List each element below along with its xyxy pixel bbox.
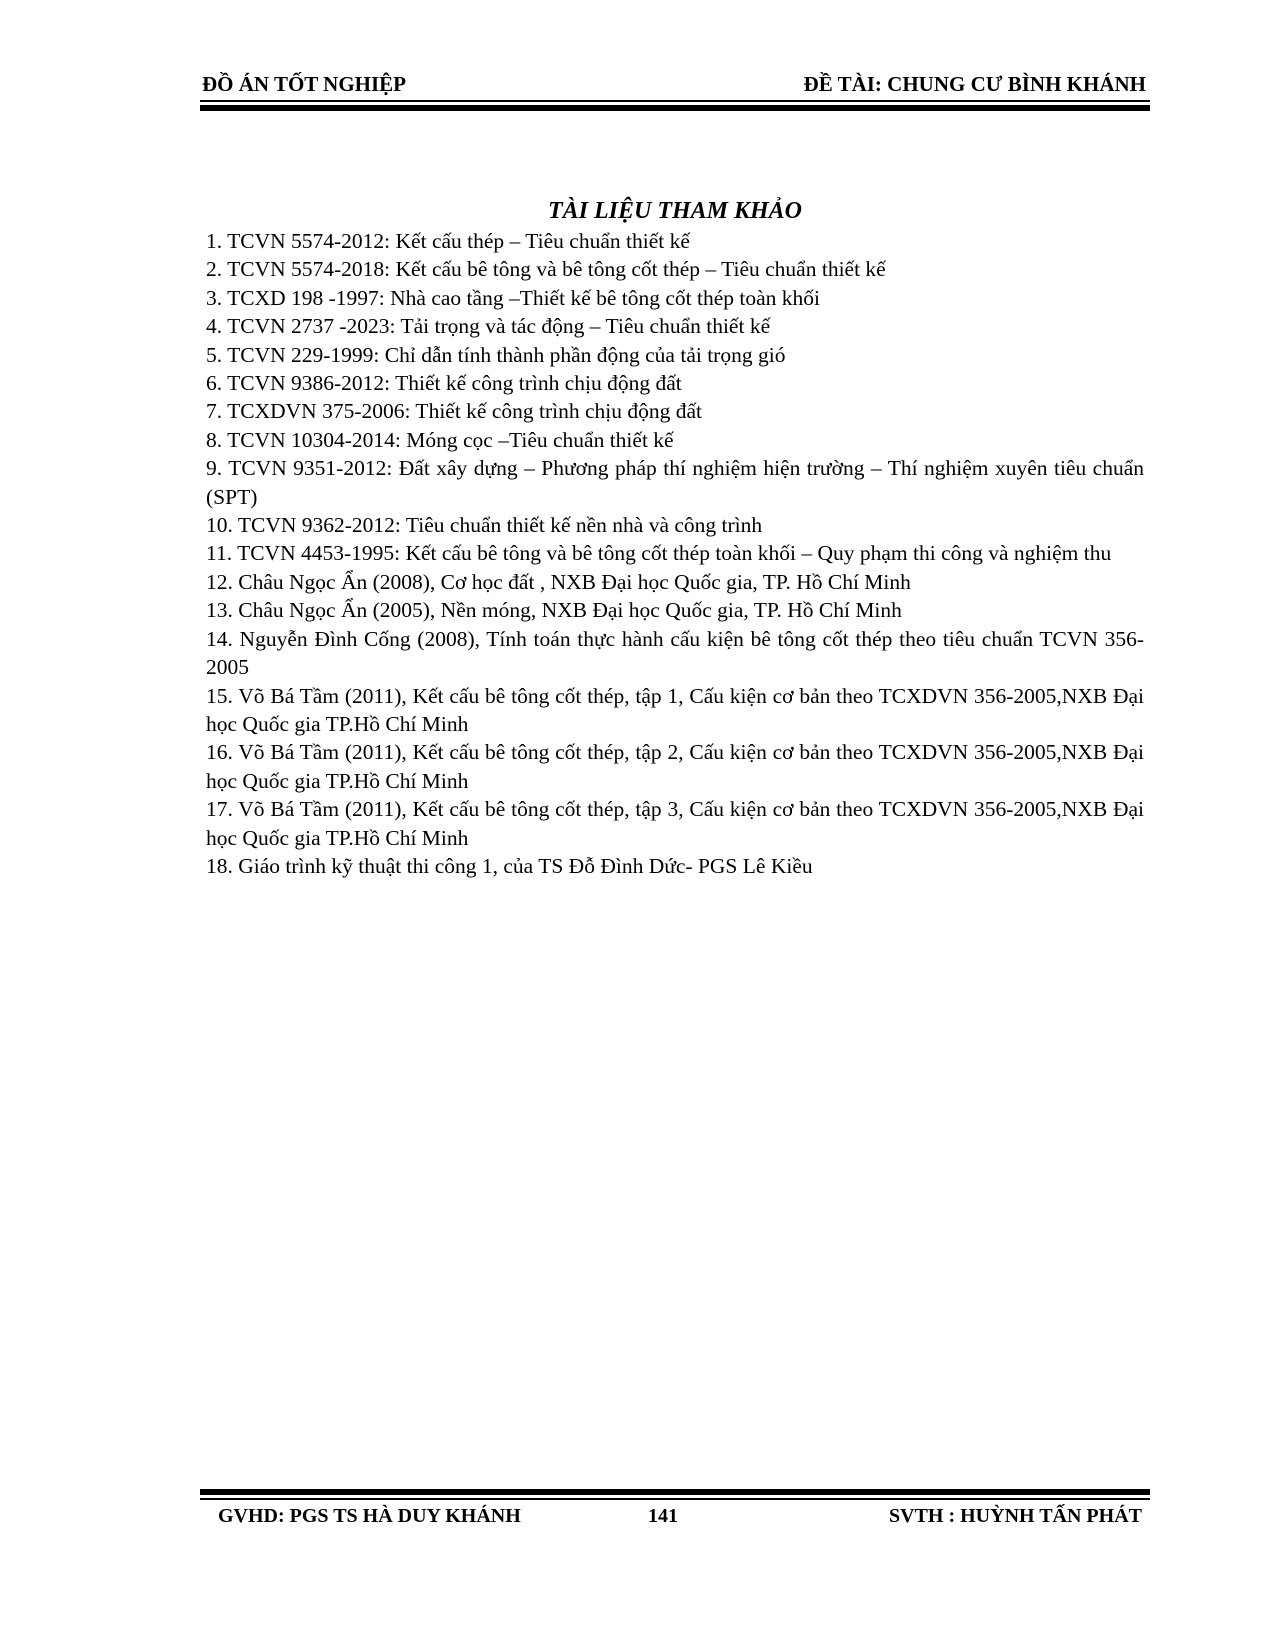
reference-item: 13. Châu Ngọc Ẩn (2005), Nền móng, NXB Đại học Quốc gia, TP. Hồ Chí Minh [206, 598, 902, 623]
reference-item: 1. TCVN 5574-2012: Kết cấu thép – Tiêu chuẩn thiết kế [206, 229, 690, 253]
reference-item: 17. Võ Bá Tầm (2011), Kết cấu bê tông cốt thép, tập 3, Cấu kiện cơ bản theo TCXDVN 356-2005,NXB Đại học Quốc gia TP.Hồ Chí Minh [206, 797, 1144, 850]
reference-item: 8. TCVN 10304-2014: Móng cọc –Tiêu chuẩn thiết kế [206, 427, 674, 452]
reference-item: 3. TCXD 198 -1997: Nhà cao tầng –Thiết kế bê tông cốt thép toàn khối [206, 285, 821, 310]
references-list [206, 227, 1144, 880]
header-rule-thick [200, 105, 1150, 111]
reference-item: 14. Nguyễn Đình Cống (2008), Tính toán thực hành cấu kiện bê tông cốt thép theo tiêu chuẩn TCVN 356-2005 [206, 626, 1144, 680]
footer-student: SVTH : HUỲNH TẤN PHÁT [889, 1505, 1142, 1527]
reference-item: 7. TCXDVN 375-2006: Thiết kế công trình chịu động đất [206, 399, 703, 424]
reference-item: 6. TCVN 9386-2012: Thiết kế công trình chịu động đất [206, 371, 682, 396]
reference-item: 2. TCVN 5574-2018: Kết cấu bê tông và bê tông cốt thép – Tiêu chuẩn thiết kế [206, 257, 886, 282]
reference-item: 9. TCVN 9351-2012: Đất xây dựng – Phương pháp thí nghiệm hiện trường – Thí nghiệm xuyên tiêu chuẩn (SPT) [206, 456, 1144, 509]
reference-item: 11. TCVN 4453-1995: Kết cấu bê tông và bê tông cốt thép toàn khối – Quy phạm thi công và nghiệm thu [206, 541, 1112, 566]
page-footer [200, 1505, 1150, 1531]
footer-rule-thin [200, 1498, 1150, 1500]
reference-item: 5. TCVN 229-1999: Chỉ dẫn tính thành phần động của tải trọng gió [206, 342, 786, 367]
reference-item: 10. TCVN 9362-2012: Tiêu chuẩn thiết kế nền nhà và công trình [206, 513, 763, 538]
reference-item: 15. Võ Bá Tầm (2011), Kết cấu bê tông cốt thép, tập 1, Cấu kiện cơ bản theo TCXDVN 356-2005,NXB Đại học Quốc gia TP.Hồ Chí Minh [206, 683, 1144, 736]
header-right-title: ĐỀ TÀI: CHUNG CƯ BÌNH KHÁNH [803, 72, 1146, 96]
reference-item: 16. Võ Bá Tầm (2011), Kết cấu bê tông cốt thép, tập 2, Cấu kiện cơ bản theo TCXDVN 356-2005,NXB Đại học Quốc gia TP.Hồ Chí Minh [206, 740, 1144, 793]
reference-item: 18. Giáo trình kỹ thuật thi công 1, của TS Đỗ Đình Dức- PGS Lê Kiều [206, 853, 813, 878]
header-rule-thin [200, 100, 1150, 102]
footer-rule-thick [200, 1489, 1150, 1495]
footer-page-number: 141 [648, 1505, 678, 1527]
page-header [200, 72, 1150, 98]
header-left-title: ĐỒ ÁN TỐT NGHIỆP [202, 72, 407, 96]
footer-advisor: GVHD: PGS TS HÀ DUY KHÁNH [218, 1505, 521, 1527]
reference-item: 12. Châu Ngọc Ẩn (2008), Cơ học đất , NXB Đại học Quốc gia, TP. Hồ Chí Minh [206, 569, 911, 594]
reference-item: 4. TCVN 2737 -2023: Tải trọng và tác động – Tiêu chuẩn thiết kế [206, 314, 771, 339]
references-title: TÀI LIỆU THAM KHẢO [547, 198, 803, 224]
